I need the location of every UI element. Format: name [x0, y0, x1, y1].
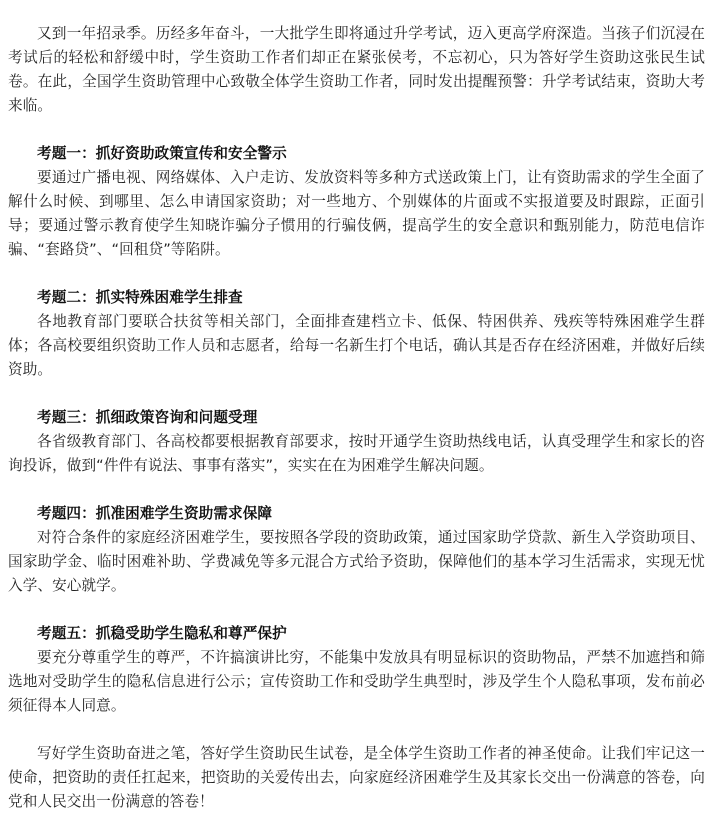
spacer	[8, 382, 705, 406]
spacer	[8, 718, 705, 742]
intro-paragraph: 又到一年招录季。历经多年奋斗，一大批学生即将通过升学考试，迈入更高学府深造。当孩子们沉浸在考试后的轻松和舒缓中时，学生资助工作者们却正在紧张侯考，不忘初心，只为答好学生资助这张民生试卷。在此，全国学生资助管理中心致敬全体学生资助工作者，同时发出提醒预警：升学考试结束，资助大考来临。	[8, 25, 705, 114]
section-heading-2: 考题二：抓实特殊困难学生排查	[37, 289, 243, 306]
section-body-1: 要通过广播电视、网络媒体、入户走访、发放资料等多种方式送政策上门，让有资助需求的学生全面了解什么时候、到哪里、怎么申请国家资助；对一些地方、个别媒体的片面或不实报道要及时跟踪，正面引导；要通过警示教育使学生知晓诈骗分子惯用的行骗伎俩，提高学生的安全意识和甄别能力，防范电信诈骗、“套路贷”、“回租贷”等陷阱。	[8, 169, 705, 258]
spacer	[8, 118, 705, 142]
section-body-4: 对符合条件的家庭经济困难学生，要按照各学段的资助政策，通过国家助学贷款、新生入学资助项目、国家助学金、临时困难补助、学费减免等多元混合方式给予资助，保障他们的基本学习生活需求，实现无忧入学、安心就学。	[8, 529, 705, 594]
section-body-5: 要充分尊重学生的尊严，不许搞演讲比穷，不能集中发放具有明显标识的资助物品，严禁不加遮挡和筛选地对受助学生的隐私信息进行公示；宣传资助工作和受助学生典型时，涉及学生个人隐私事项，发布前必须征得本人同意。	[8, 649, 705, 714]
section-heading-5: 考题五：抓稳受助学生隐私和尊严保护	[37, 625, 287, 642]
spacer	[8, 478, 705, 502]
closing-paragraph: 写好学生资助奋进之笔，答好学生资助民生试卷，是全体学生资助工作者的神圣使命。让我们牢记这一使命，把资助的责任扛起来，把资助的关爱传出去，向家庭经济困难学生及其家长交出一份满意的答卷，向党和人民交出一份满意的答卷！	[8, 745, 705, 810]
section-body-3: 各省级教育部门、各高校都要根据教育部要求，按时开通学生资助热线电话，认真受理学生和家长的咨询投诉，做到“件件有说法、事事有落实”，实实在在为困难学生解决问题。	[8, 433, 705, 474]
spacer	[8, 262, 705, 286]
spacer	[8, 598, 705, 622]
section-heading-4: 考题四：抓准困难学生资助需求保障	[37, 505, 273, 522]
section-heading-3: 考题三：抓细政策咨询和问题受理	[37, 409, 258, 426]
section-heading-1: 考题一：抓好资助政策宣传和安全警示	[37, 145, 287, 162]
section-body-2: 各地教育部门要联合扶贫等相关部门，全面排查建档立卡、低保、特困供养、残疾等特殊困难学生群体；各高校要组织资助工作人员和志愿者，给每一名新生打个电话，确认其是否存在经济困难，并做好后续资助。	[8, 313, 705, 378]
